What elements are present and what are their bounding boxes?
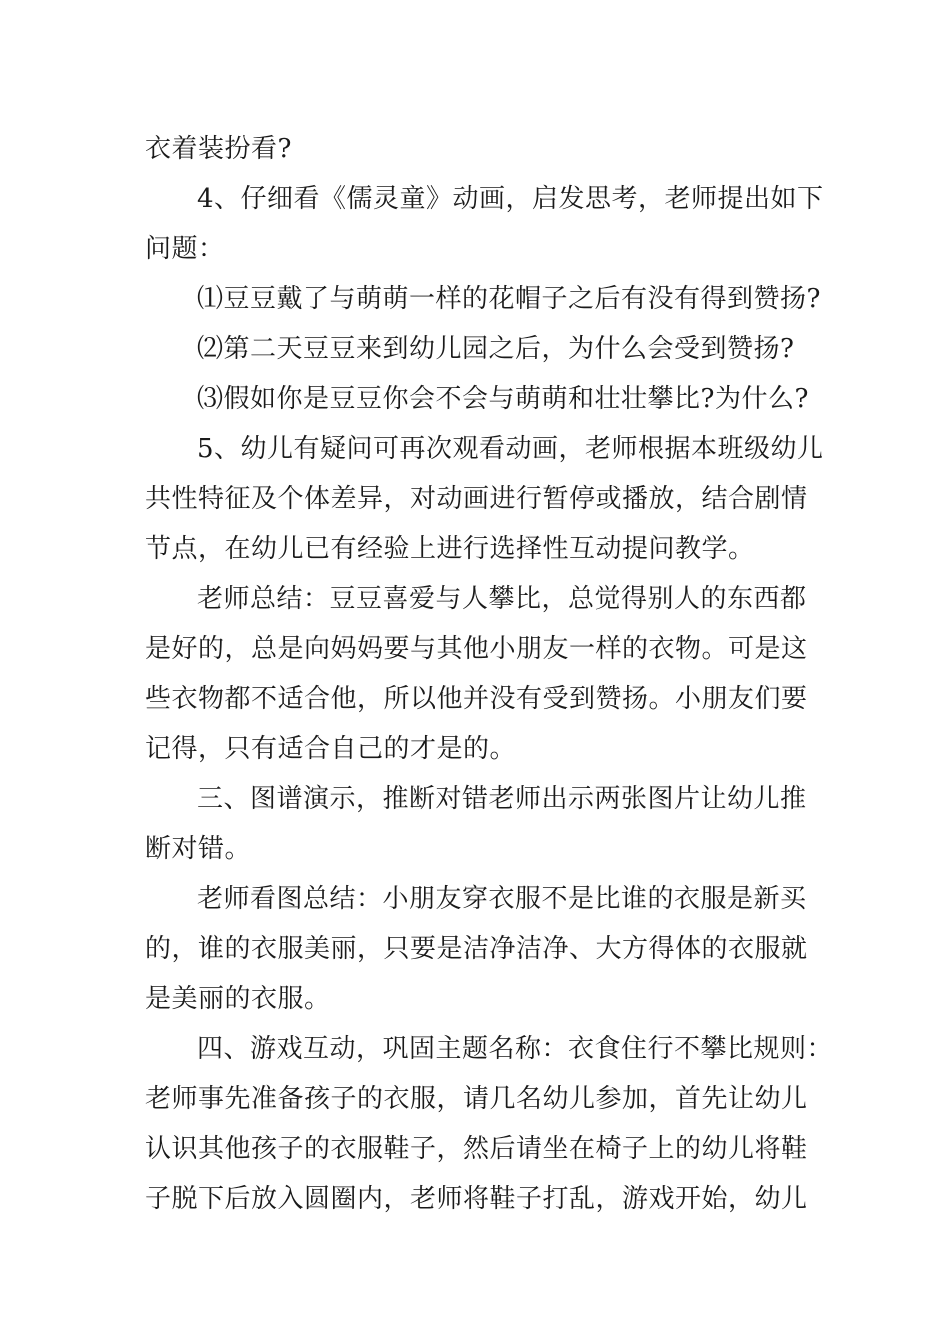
text-line: 子脱下后放入圆圈内，老师将鞋子打乱，游戏开始，幼儿 [145,1184,808,1214]
text-line: 三、图谱演示，推断对错老师出示两张图片让幼儿推 [197,784,807,814]
text-line: 断对错。 [145,834,252,864]
text-line: 节点，在幼儿已有经验上进行选择性互动提问教学。 [145,534,755,564]
text-line: 记得，只有适合自己的才是的。 [145,734,517,764]
text-line: ⑴豆豆戴了与萌萌一样的花帽子之后有没有得到赞扬? [197,284,821,314]
text-line: 的，谁的衣服美丽，只要是洁净洁净、大方得体的衣服就 [145,934,808,964]
text-line: 老师看图总结：小朋友穿衣服不是比谁的衣服是新买 [197,884,807,914]
text-line: 是好的，总是向妈妈要与其他小朋友一样的衣物。可是这 [145,634,808,664]
text-line: 共性特征及个体差异，对动画进行暂停或播放，结合剧情 [145,484,808,514]
text-line: 是美丽的衣服。 [145,984,331,1014]
text-line: 4、仔细看《儒灵童》动画，启发思考，老师提出如下 [197,184,824,214]
text-line: 问题： [145,234,225,264]
text-line: 认识其他孩子的衣服鞋子，然后请坐在椅子上的幼儿将鞋 [145,1134,808,1164]
text-line: 些衣物都不适合他，所以他并没有受到赞扬。小朋友们要 [145,684,808,714]
text-line: 四、游戏互动，巩固主题名称：衣食住行不攀比规则： [197,1034,834,1064]
text-line: ⑶假如你是豆豆你会不会与萌萌和壮壮攀比?为什么? [197,384,809,414]
text-line: 5、幼儿有疑问可再次观看动画，老师根据本班级幼儿 [197,434,824,464]
text-line: 老师事先准备孩子的衣服，请几名幼儿参加，首先让幼儿 [145,1084,808,1114]
text-line: 衣着装扮看? [145,134,292,164]
text-line: 老师总结：豆豆喜爱与人攀比，总觉得别人的东西都 [197,584,807,614]
text-line: ⑵第二天豆豆来到幼儿园之后，为什么会受到赞扬? [197,334,795,364]
